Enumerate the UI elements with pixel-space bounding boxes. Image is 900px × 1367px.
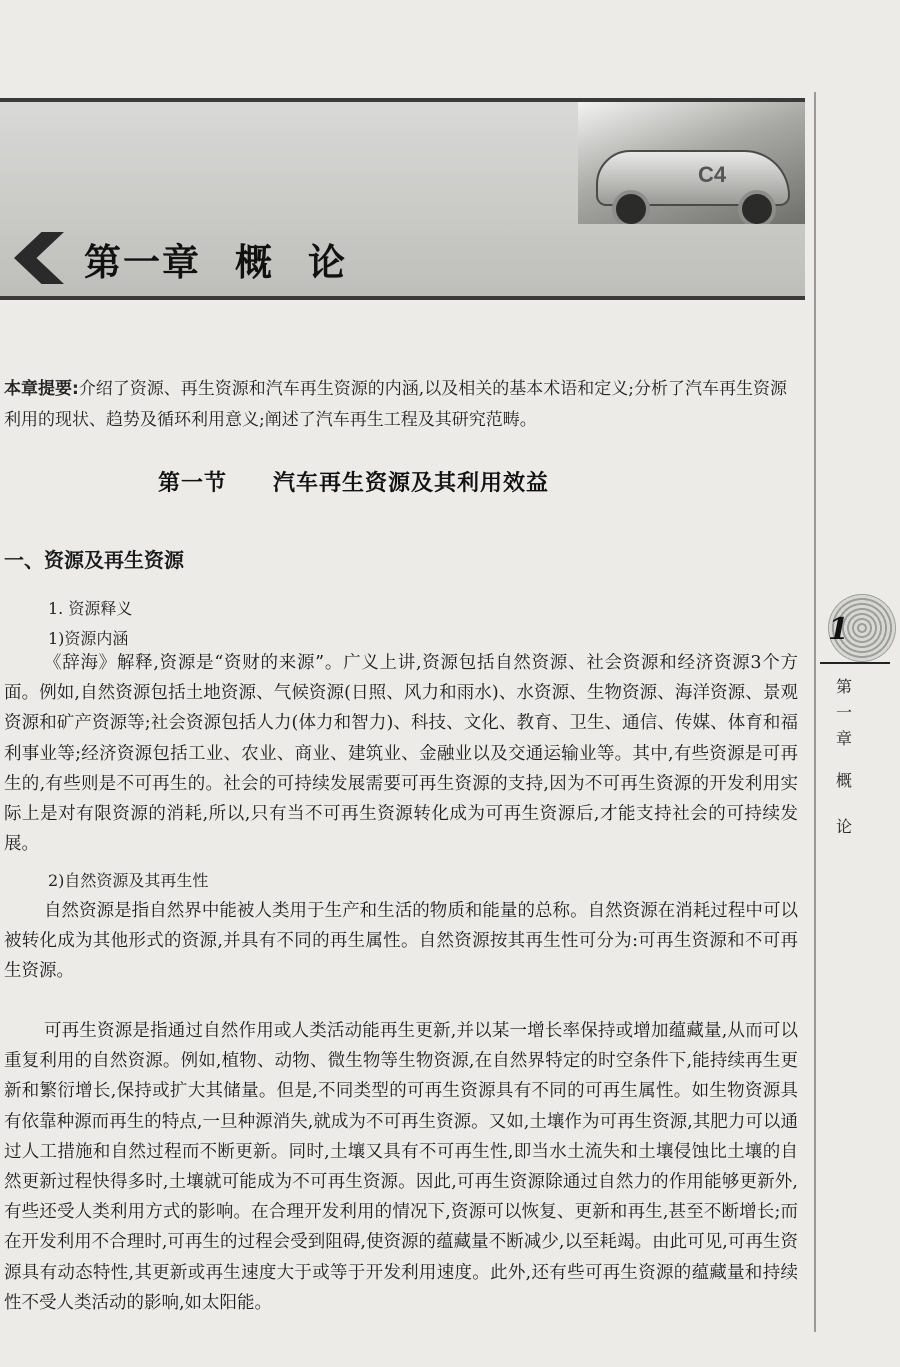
running-chapter-label <box>836 674 860 840</box>
paragraph-resource-meaning: 《辞海》解释,资源是“资财的来源”。广义上讲,资源包括自然资源、社会资源和经济资源3个方面。例如,自然资源包括土地资源、气候资源(日照、风力和雨水)、水资源、生物资源、海洋资源、景观资源和矿产资源等;社会资源包括人力(体力和智力)、科技、文化、教育、卫生、通信、传媒、体育和福利事业等;经济资源包括工业、农业、商业、建筑业、金融业以及交通运输业等。其中,有些资源是可再生的,有些则是不可再生的。社会的可持续发展需要可再生资源的支持,因为不可再生资源的开发利用实际上是对有限资源的消耗,所以,只有当不可再生资源转化成为可再生资源后,才能支持社会的可持续发展。 <box>4 653 798 855</box>
section-title: 汽车再生资源及其利用效益 <box>273 471 550 496</box>
header-bottom-rule <box>0 296 805 300</box>
side-char-1: 第 <box>836 677 853 696</box>
car-photo <box>578 102 805 224</box>
summary-label: 本章提要: <box>4 379 79 399</box>
item-heading-resource-definition: 1. 资源释义 <box>48 599 133 618</box>
paragraph-natural-resources: 自然资源是指自然界中能被人类用于生产和生活的物质和能量的总称。自然资源在消耗过程中可以被转化成为其他形式的资源,并具有不同的再生属性。自然资源按其再生性可分为:可再生资源和不可再生资源。 <box>4 901 798 982</box>
side-char-3: 章 <box>836 729 853 748</box>
item-heading-natural-resources: 2)自然资源及其再生性 <box>48 871 209 890</box>
section-heading <box>158 466 549 497</box>
chapter-summary <box>4 374 796 436</box>
page-number-rule <box>820 662 890 664</box>
paragraph-renewable-resources: 可再生资源是指通过自然作用或人类活动能再生更新,并以某一增长率保持或增加蕴藏量,从而可以重复利用的自然资源。例如,植物、动物、微生物等生物资源,在自然界特定的时空条件下,能持续再生更新和繁衍增长,保持或扩大其储量。但是,不同类型的可再生资源具有不同的可再生属性。如生物资源具有依靠种源而再生的特点,一旦种源消失,就成为不可再生资源。又如,土壤作为可再生资源,其肥力可以通过人工措施和自然过程而不断更新。同时,土壤又具有不可再生性,即当水土流失和土壤侵蚀比土壤的自然更新过程快得多时,土壤就可能成为不可再生资源。因此,可再生资源除通过自然力的作用能够更新外,有些还受人类利用方式的影响。在合理开发利用的情况下,资源可以恢复、更新和再生,甚至不断增长;而在开发利用不合理时,可再生的过程会受到阻碍,使资源的蕴藏量不断减少,以至耗竭。由此可见,可再生资源具有动态特性,其更新或再生速度大于或等于开发利用速度。此外,还有些可再生资源的蕴藏量和持续性不受人类活动的影响,如太阳能。 <box>4 1021 798 1313</box>
subsection-heading: 一、资源及再生资源 <box>4 548 184 572</box>
chapter-title-char-1: 概 <box>235 241 274 284</box>
chapter-title <box>84 232 347 286</box>
side-char-2: 一 <box>836 703 853 722</box>
car-badge: C4 <box>698 162 727 187</box>
car-rear-wheel <box>738 190 776 224</box>
chapter-number: 第一章 <box>84 241 201 284</box>
margin-rule <box>814 92 816 1332</box>
side-char-4: 概 <box>836 771 853 790</box>
summary-text: 介绍了资源、再生资源和汽车再生资源的内涵,以及相关的基本术语和定义;分析了汽车再生资源利用的现状、趋势及循环利用意义;阐述了汽车再生工程及其研究范畴。 <box>4 379 787 430</box>
car-front-wheel <box>612 190 650 224</box>
item-heading-resource-meaning: 1)资源内涵 <box>48 629 129 648</box>
section-number: 第一节 <box>158 471 228 496</box>
chapter-title-char-2: 论 <box>308 241 347 284</box>
page-number: 1 <box>828 612 849 647</box>
side-char-5: 论 <box>836 817 853 836</box>
